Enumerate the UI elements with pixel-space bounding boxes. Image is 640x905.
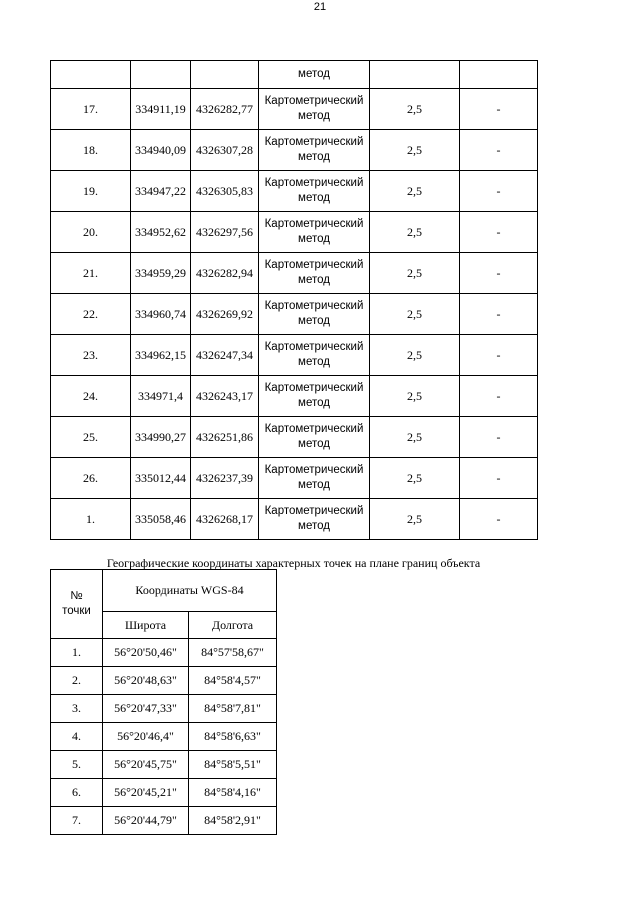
y-coordinate-cell: 4326307,28 [191,130,259,171]
method-line1: Картометрический [264,423,364,435]
method-cell [259,89,370,130]
table-row [51,807,277,835]
wgs84-header: Координаты WGS-84 [103,570,277,612]
point-number-cell: 25. [51,417,131,458]
method-cell [259,130,370,171]
accuracy-cell: 2,5 [370,335,460,376]
method-line2: метод [298,315,330,327]
latitude-cell: 56°20'45,75" [103,751,189,779]
method-cell [259,417,370,458]
accuracy-cell: 2,5 [370,130,460,171]
latitude-cell: 56°20'50,46" [103,639,189,667]
accuracy-cell: 2,5 [370,458,460,499]
continuation-row [51,61,538,89]
table-row [51,212,538,253]
longitude-cell: 84°58'4,57" [189,667,277,695]
point-number-cell: 17. [51,89,131,130]
extra-cell: - [460,212,538,253]
y-coordinate-cell: 4326282,94 [191,253,259,294]
x-coordinate-cell: 334940,09 [131,130,191,171]
extra-cell: - [460,335,538,376]
boundary-points-table-body [51,61,538,540]
method-line1: Картометрический [264,505,364,517]
extra-cell: - [460,89,538,130]
method-line1: Картометрический [264,382,364,394]
longitude-cell: 84°58'2,91" [189,807,277,835]
x-coordinate-cell: 334959,29 [131,253,191,294]
accuracy-cell: 2,5 [370,294,460,335]
latitude-cell: 56°20'46,4" [103,723,189,751]
x-coordinate-cell: 334962,15 [131,335,191,376]
method-line2: метод [298,438,330,450]
point-number-header [51,570,103,639]
accuracy-cell: 2,5 [370,171,460,212]
table-row [51,130,538,171]
point-number-cell: 19. [51,171,131,212]
point-number-cell: 21. [51,253,131,294]
table-row [51,253,538,294]
method-line1: Картометрический [264,464,364,476]
point-number-cell: 20. [51,212,131,253]
longitude-cell: 84°58'6,63" [189,723,277,751]
method-cell [259,294,370,335]
method-line1: Картометрический [264,136,364,148]
extra-cell: - [460,171,538,212]
accuracy-cell: 2,5 [370,212,460,253]
table-row [51,751,277,779]
point-number-cell: 1. [51,639,103,667]
wgs84-coordinates-table-body [51,570,277,835]
point-number-cell: 4. [51,723,103,751]
point-number-cell: 5. [51,751,103,779]
method-line2: метод [298,274,330,286]
point-number-cell: 26. [51,458,131,499]
longitude-cell: 84°58'5,51" [189,751,277,779]
method-cell [259,499,370,540]
cont-cell-x [131,61,191,89]
point-number-cell: 24. [51,376,131,417]
table-row [51,417,538,458]
extra-cell: - [460,376,538,417]
header-row [51,570,277,612]
point-number-cell: 22. [51,294,131,335]
table-row [51,171,538,212]
method-line1: Картометрический [264,95,364,107]
x-coordinate-cell: 334952,62 [131,212,191,253]
wgs84-coordinates-table [50,569,277,835]
cont-cell-method: метод [259,61,370,89]
method-line2: метод [298,520,330,532]
latitude-cell: 56°20'45,21" [103,779,189,807]
point-number-cell: 2. [51,667,103,695]
method-line2: метод [298,151,330,163]
method-line2: метод [298,356,330,368]
method-cell [259,458,370,499]
table-row [51,294,538,335]
table-row [51,779,277,807]
table-row [51,667,277,695]
longitude-cell: 84°57'58,67" [189,639,277,667]
x-coordinate-cell: 334947,22 [131,171,191,212]
point-number-header-line2: точки [62,605,91,617]
point-number-cell: 3. [51,695,103,723]
y-coordinate-cell: 4326247,34 [191,335,259,376]
x-coordinate-cell: 334911,19 [131,89,191,130]
longitude-cell: 84°58'4,16" [189,779,277,807]
y-coordinate-cell: 4326237,39 [191,458,259,499]
accuracy-cell: 2,5 [370,499,460,540]
extra-cell: - [460,253,538,294]
x-coordinate-cell: 335012,44 [131,458,191,499]
accuracy-cell: 2,5 [370,376,460,417]
point-number-cell: 1. [51,499,131,540]
latitude-cell: 56°20'48,63" [103,667,189,695]
method-cell [259,253,370,294]
method-line1: Картометрический [264,300,364,312]
x-coordinate-cell: 334971,4 [131,376,191,417]
y-coordinate-cell: 4326305,83 [191,171,259,212]
y-coordinate-cell: 4326269,92 [191,294,259,335]
method-line1: Картометрический [264,218,364,230]
method-line1: Картометрический [264,259,364,271]
y-coordinate-cell: 4326282,77 [191,89,259,130]
table-row [51,89,538,130]
cont-cell-y [191,61,259,89]
latitude-cell: 56°20'44,79" [103,807,189,835]
extra-cell: - [460,417,538,458]
cont-cell-accuracy [370,61,460,89]
x-coordinate-cell: 334960,74 [131,294,191,335]
method-line2: метод [298,397,330,409]
table-row [51,335,538,376]
latitude-header: Широта [103,612,189,639]
table-row [51,723,277,751]
y-coordinate-cell: 4326297,56 [191,212,259,253]
table-row [51,695,277,723]
y-coordinate-cell: 4326251,86 [191,417,259,458]
method-line2: метод [298,110,330,122]
table-row [51,499,538,540]
accuracy-cell: 2,5 [370,253,460,294]
table-row [51,458,538,499]
method-line2: метод [298,479,330,491]
point-number-header-line1: № [70,590,83,602]
page-number: 21 [313,1,327,13]
method-cell [259,376,370,417]
longitude-header: Долгота [189,612,277,639]
point-number-cell: 18. [51,130,131,171]
point-number-cell: 7. [51,807,103,835]
geo-coordinates-caption: Географические координаты характерных точек на плане границ объекта [106,556,481,570]
latitude-cell: 56°20'47,33" [103,695,189,723]
method-line1: Картометрический [264,177,364,189]
table-row [51,376,538,417]
longitude-cell: 84°58'7,81" [189,695,277,723]
accuracy-cell: 2,5 [370,417,460,458]
table-row [51,639,277,667]
y-coordinate-cell: 4326243,17 [191,376,259,417]
point-number-cell: 23. [51,335,131,376]
method-cell [259,171,370,212]
x-coordinate-cell: 335058,46 [131,499,191,540]
extra-cell: - [460,294,538,335]
point-number-cell: 6. [51,779,103,807]
cont-cell-number [51,61,131,89]
method-line2: метод [298,233,330,245]
method-line2: метод [298,192,330,204]
method-line1: Картометрический [264,341,364,353]
extra-cell: - [460,499,538,540]
accuracy-cell: 2,5 [370,89,460,130]
extra-cell: - [460,130,538,171]
cont-cell-extra [460,61,538,89]
x-coordinate-cell: 334990,27 [131,417,191,458]
method-cell [259,335,370,376]
method-cell [259,212,370,253]
y-coordinate-cell: 4326268,17 [191,499,259,540]
extra-cell: - [460,458,538,499]
boundary-points-table [50,60,538,540]
